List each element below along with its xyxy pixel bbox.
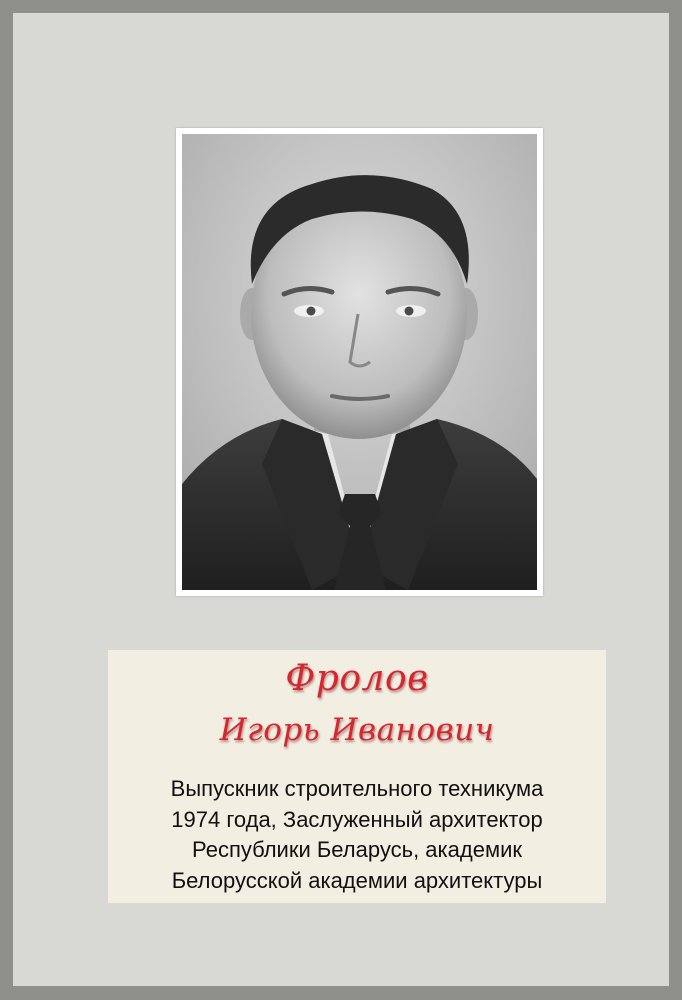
description-line-2: 1974 года, Заслуженный архитектор [171,806,543,832]
portrait-photo [182,134,537,590]
person-description [108,774,606,896]
caption-panel [108,650,606,903]
portrait-frame [176,128,543,596]
person-surname: Фролов [285,658,429,699]
person-given-name: Игорь Иванович [219,712,495,748]
description-line-1: Выпускник строительного техникума [170,776,544,801]
memorial-board [13,13,669,986]
description-line-3: Республики Беларусь, академик [192,837,522,862]
description-line-4: Белорусской академии архитектуры [171,867,543,893]
